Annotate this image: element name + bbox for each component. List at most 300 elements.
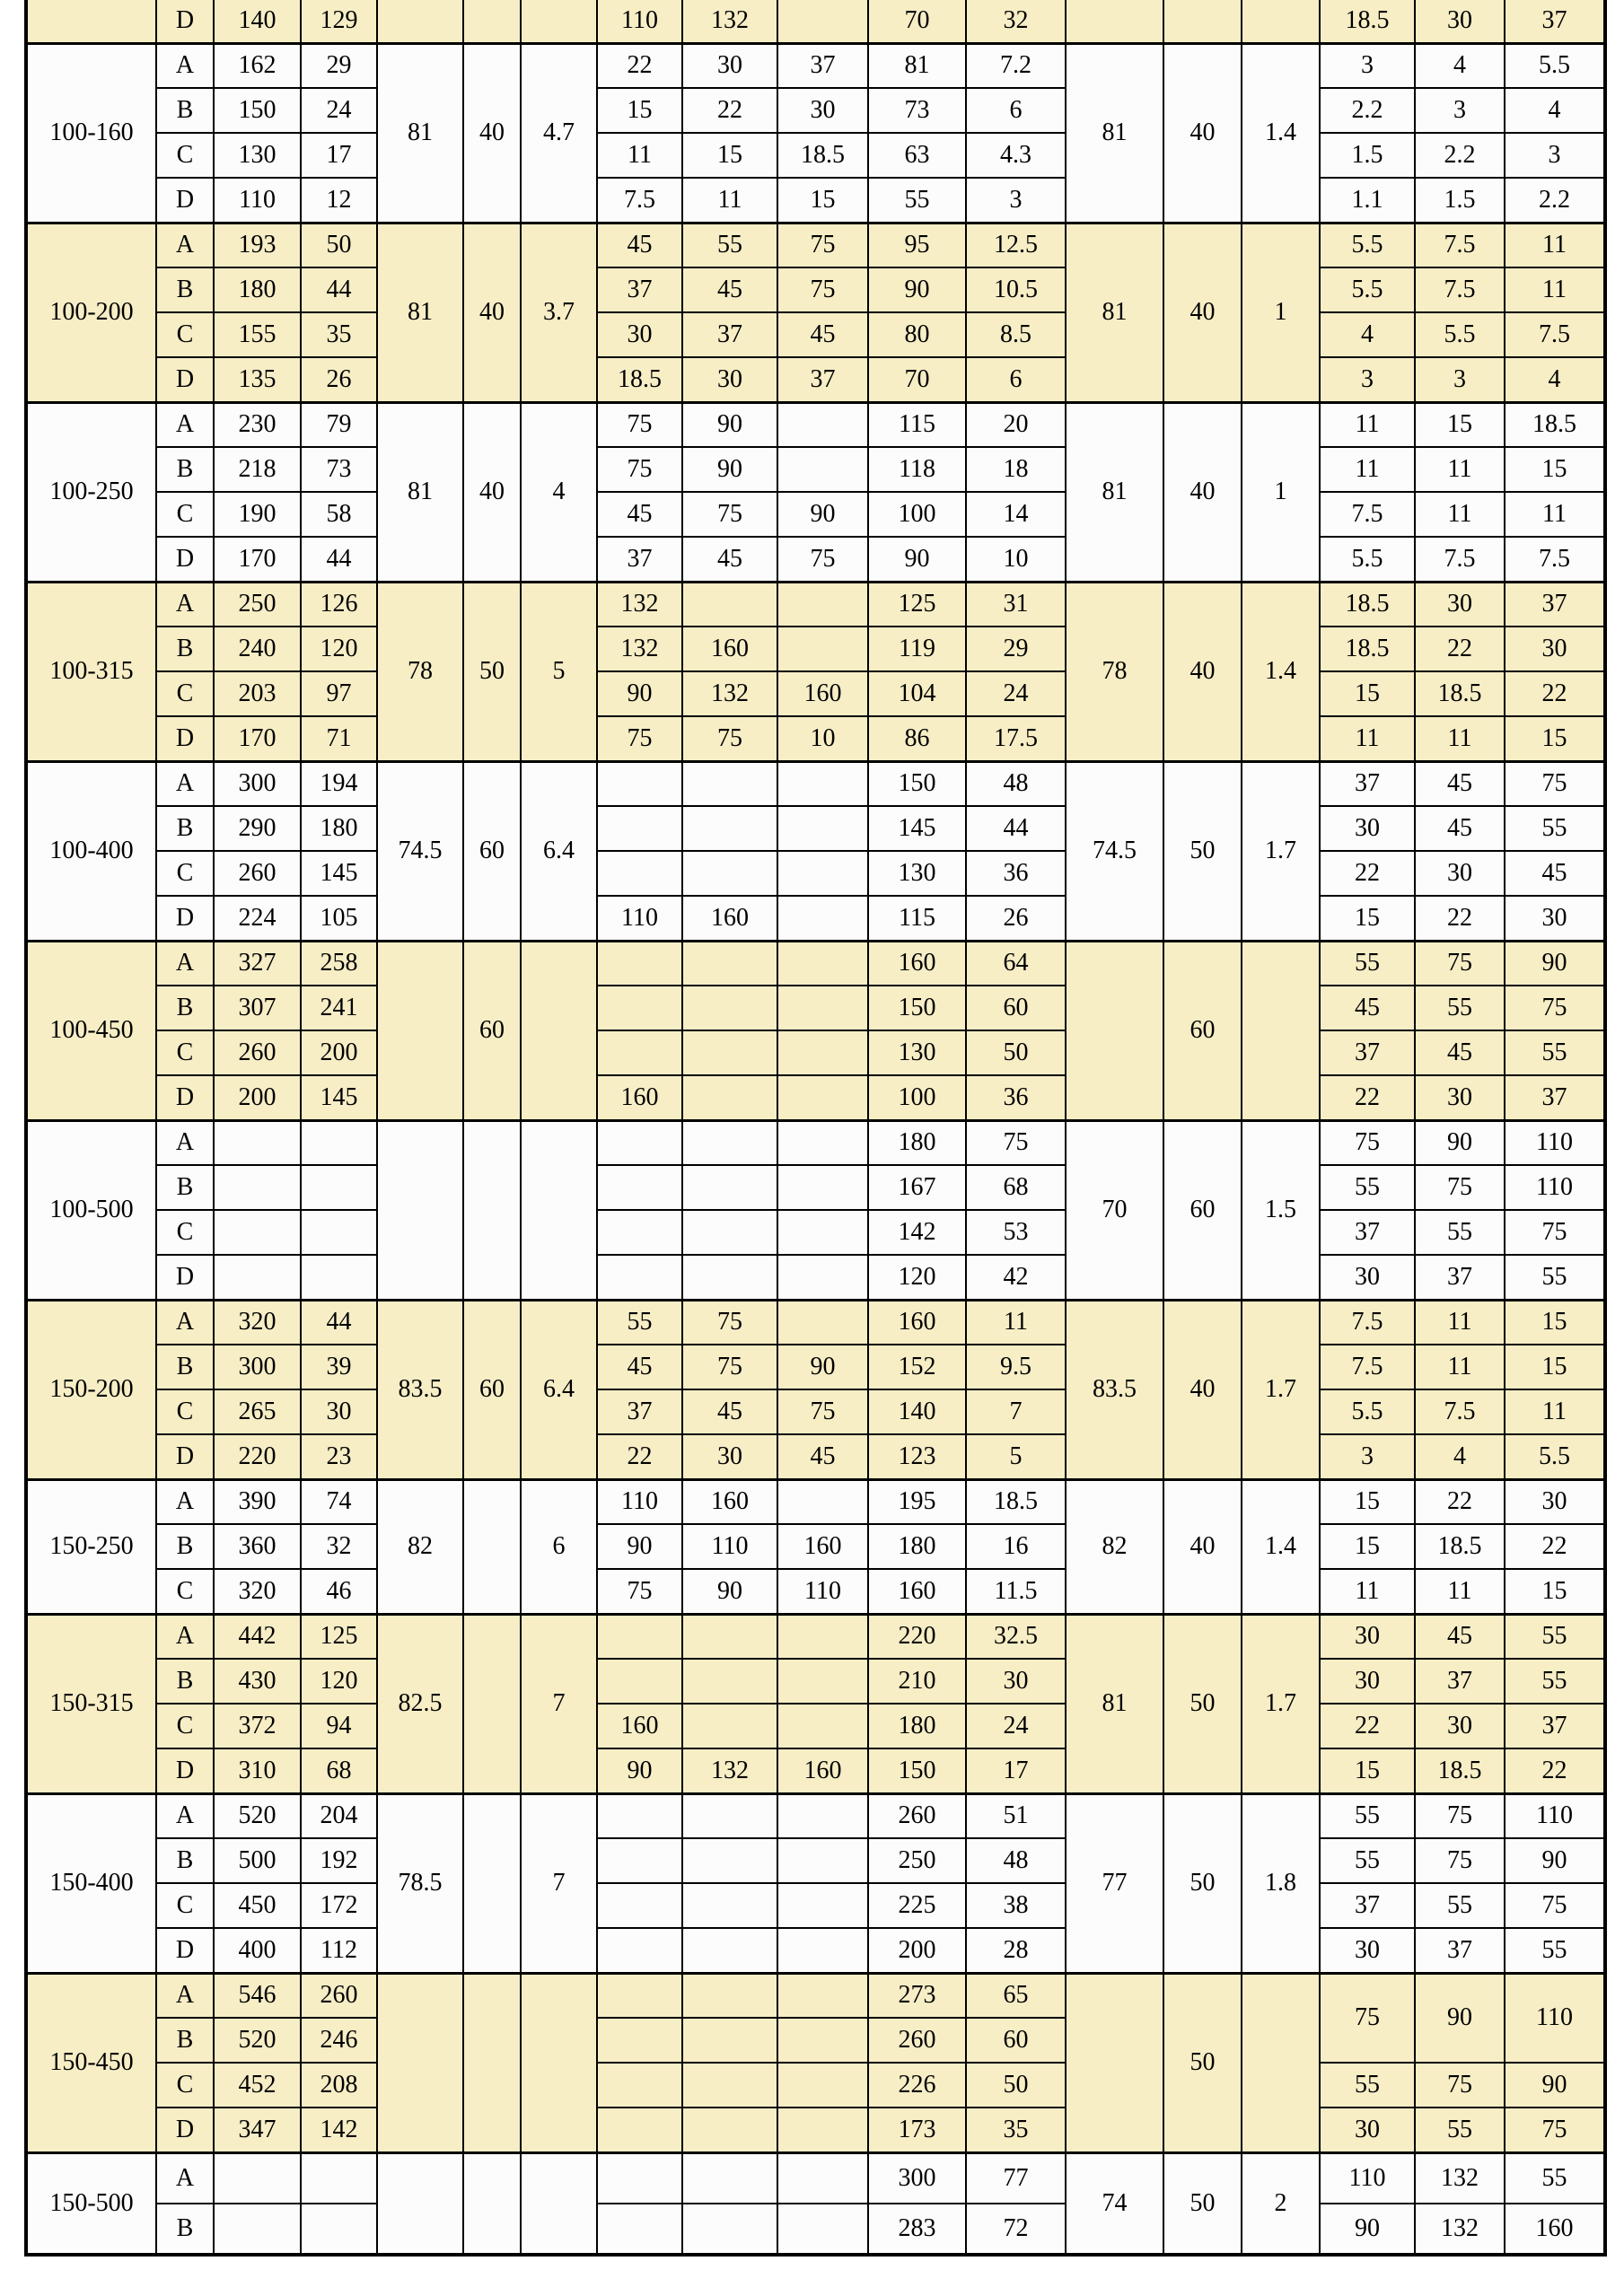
- value-cell: 15: [1505, 1345, 1605, 1389]
- value-cell: [682, 1255, 777, 1300]
- value-cell: 260: [214, 1030, 301, 1075]
- value-cell: 190: [214, 492, 301, 537]
- value-cell: 200: [214, 1075, 301, 1120]
- merged-value-cell: 40: [1163, 402, 1242, 582]
- value-cell: 68: [966, 1165, 1066, 1210]
- value-cell: 119: [868, 627, 966, 671]
- value-cell: 30: [1320, 1255, 1415, 1300]
- value-cell: 4: [1320, 312, 1415, 357]
- value-cell: 45: [682, 537, 777, 582]
- value-cell: 110: [597, 1479, 682, 1524]
- value-cell: 68: [301, 1748, 377, 1793]
- value-cell: 6: [966, 88, 1066, 133]
- value-cell: [301, 2204, 377, 2255]
- value-cell: 26: [966, 896, 1066, 941]
- letter-cell: C: [156, 133, 214, 178]
- letter-cell: C: [156, 851, 214, 896]
- value-cell: [682, 1075, 777, 1120]
- value-cell: 283: [868, 2204, 966, 2255]
- letter-cell: D: [156, 896, 214, 941]
- value-cell: 75: [1415, 1838, 1505, 1883]
- value-cell: 3: [1320, 357, 1415, 402]
- value-cell: 75: [1415, 941, 1505, 986]
- value-cell: 22: [1415, 896, 1505, 941]
- value-cell: [597, 1883, 682, 1928]
- table-body: [26, 0, 1605, 2255]
- letter-cell: D: [156, 1075, 214, 1120]
- value-cell: [777, 402, 868, 447]
- value-cell: 15: [1505, 1569, 1605, 1614]
- value-cell: 55: [868, 178, 966, 223]
- table-row: [26, 1748, 1605, 1793]
- value-cell: 65: [966, 1973, 1066, 2018]
- letter-cell: C: [156, 1704, 214, 1748]
- value-cell: 132: [1415, 2152, 1505, 2204]
- value-cell: 520: [214, 1793, 301, 1838]
- letter-cell: A: [156, 582, 214, 627]
- table-row: [26, 1614, 1605, 1659]
- value-cell: 372: [214, 1704, 301, 1748]
- value-cell: 112: [301, 1928, 377, 1973]
- value-cell: [301, 2152, 377, 2204]
- value-cell: [682, 1614, 777, 1659]
- value-cell: 90: [682, 1569, 777, 1614]
- value-cell: 18: [966, 447, 1066, 492]
- value-cell: 15: [1320, 1524, 1415, 1569]
- value-cell: [682, 582, 777, 627]
- value-cell: 150: [868, 761, 966, 806]
- table-row: [26, 88, 1605, 133]
- letter-cell: D: [156, 1434, 214, 1479]
- value-cell: [682, 806, 777, 851]
- merged-value-cell: [463, 1120, 521, 1300]
- merged-value-cell: [1066, 1973, 1163, 2152]
- value-cell: [214, 1255, 301, 1300]
- merged-value-cell: [463, 1614, 521, 1793]
- value-cell: 73: [301, 447, 377, 492]
- value-cell: 90: [777, 492, 868, 537]
- value-cell: 30: [1505, 627, 1605, 671]
- value-cell: 75: [1415, 1793, 1505, 1838]
- merged-value-cell: 7: [521, 1614, 597, 1793]
- value-cell: 45: [597, 1345, 682, 1389]
- value-cell: 110: [1320, 2152, 1415, 2204]
- value-cell: 73: [868, 88, 966, 133]
- value-cell: [597, 1793, 682, 1838]
- value-cell: 8.5: [966, 312, 1066, 357]
- value-cell: 200: [301, 1030, 377, 1075]
- value-cell: [777, 896, 868, 941]
- merged-value-cell: 1.4: [1242, 582, 1320, 761]
- merged-value-cell: [1242, 941, 1320, 1120]
- value-cell: 160: [682, 896, 777, 941]
- value-cell: 86: [868, 716, 966, 761]
- model-cell: 150-200: [26, 1300, 156, 1479]
- value-cell: [597, 1030, 682, 1075]
- value-cell: 30: [1320, 1928, 1415, 1973]
- table-row: [26, 851, 1605, 896]
- value-cell: [682, 1030, 777, 1075]
- value-cell: [597, 2108, 682, 2152]
- value-cell: 5.5: [1320, 223, 1415, 267]
- value-cell: 75: [1505, 1883, 1605, 1928]
- value-cell: 7.2: [966, 43, 1066, 88]
- merged-value-cell: 81: [1066, 223, 1163, 402]
- value-cell: 7.5: [1320, 492, 1415, 537]
- table-row: [26, 492, 1605, 537]
- model-cell: 150-500: [26, 2152, 156, 2255]
- value-cell: 7.5: [1415, 267, 1505, 312]
- value-cell: 180: [301, 806, 377, 851]
- value-cell: 265: [214, 1389, 301, 1434]
- value-cell: 18.5: [1415, 1524, 1505, 1569]
- letter-cell: C: [156, 1210, 214, 1255]
- value-cell: [777, 1479, 868, 1524]
- merged-value-cell: 1.4: [1242, 43, 1320, 223]
- merged-value-cell: 70: [1066, 1120, 1163, 1300]
- merged-value-cell: [463, 1479, 521, 1614]
- merged-value-cell: [377, 1120, 463, 1300]
- value-cell: [777, 1120, 868, 1165]
- value-cell: 110: [1505, 1165, 1605, 1210]
- value-cell: [682, 2108, 777, 2152]
- value-cell: 90: [682, 447, 777, 492]
- value-cell: 75: [1505, 986, 1605, 1030]
- value-cell: 55: [1505, 1928, 1605, 1973]
- merged-value-cell: 78.5: [377, 1793, 463, 1973]
- table-row: [26, 447, 1605, 492]
- value-cell: 28: [966, 1928, 1066, 1973]
- value-cell: 125: [301, 1614, 377, 1659]
- value-cell: 150: [868, 1748, 966, 1793]
- value-cell: [597, 1255, 682, 1300]
- value-cell: 120: [301, 1659, 377, 1704]
- value-cell: 100: [868, 492, 966, 537]
- value-cell: 30: [682, 43, 777, 88]
- value-cell: 1.5: [1415, 178, 1505, 223]
- value-cell: 170: [214, 537, 301, 582]
- value-cell: 18.5: [1320, 582, 1415, 627]
- value-cell: 3: [1320, 1434, 1415, 1479]
- merged-value-cell: 60: [463, 761, 521, 941]
- value-cell: 145: [301, 1075, 377, 1120]
- value-cell: 72: [966, 2204, 1066, 2255]
- value-cell: 95: [868, 223, 966, 267]
- value-cell: 37: [597, 267, 682, 312]
- value-cell: 120: [301, 627, 377, 671]
- value-cell: 15: [777, 178, 868, 223]
- value-cell: 22: [1320, 851, 1415, 896]
- value-cell: [597, 1928, 682, 1973]
- merged-value-cell: 1.7: [1242, 1614, 1320, 1793]
- merged-value-cell: 50: [463, 582, 521, 761]
- letter-cell: D: [156, 1748, 214, 1793]
- value-cell: 80: [868, 312, 966, 357]
- value-cell: [777, 1300, 868, 1345]
- table-row: [26, 178, 1605, 223]
- letter-cell: A: [156, 402, 214, 447]
- merged-value-cell: [377, 2152, 463, 2255]
- merged-value-cell: [377, 0, 463, 43]
- merged-value-cell: 82.5: [377, 1614, 463, 1793]
- table-row: [26, 267, 1605, 312]
- value-cell: 45: [597, 223, 682, 267]
- value-cell: 11: [1415, 716, 1505, 761]
- letter-cell: D: [156, 0, 214, 43]
- value-cell: 11: [597, 133, 682, 178]
- value-cell: 145: [301, 851, 377, 896]
- value-cell: 22: [1505, 1524, 1605, 1569]
- value-cell: 32: [301, 1524, 377, 1569]
- letter-cell: B: [156, 1345, 214, 1389]
- value-cell: 273: [868, 1973, 966, 2018]
- merged-value-cell: 40: [1163, 1479, 1242, 1614]
- value-cell: [777, 806, 868, 851]
- value-cell: 226: [868, 2063, 966, 2108]
- value-cell: [597, 2063, 682, 2108]
- value-cell: 22: [1415, 627, 1505, 671]
- value-cell: 17.5: [966, 716, 1066, 761]
- value-cell: 39: [301, 1345, 377, 1389]
- value-cell: 130: [214, 133, 301, 178]
- value-cell: 55: [1320, 2063, 1415, 2108]
- merged-value-cell: [377, 1973, 463, 2152]
- merged-value-cell: 81: [1066, 402, 1163, 582]
- value-cell: [597, 761, 682, 806]
- value-cell: 260: [868, 2018, 966, 2063]
- model-cell: 100-500: [26, 1120, 156, 1300]
- value-cell: 11: [1320, 447, 1415, 492]
- value-cell: 110: [214, 178, 301, 223]
- merged-value-cell: 81: [377, 223, 463, 402]
- value-cell: 7.5: [1415, 223, 1505, 267]
- table-row: [26, 1075, 1605, 1120]
- value-cell: 160: [682, 1479, 777, 1524]
- value-cell: 11: [1320, 716, 1415, 761]
- value-cell: 37: [1505, 1075, 1605, 1120]
- value-cell: [777, 2063, 868, 2108]
- value-cell: [777, 851, 868, 896]
- value-cell: 22: [1505, 671, 1605, 716]
- value-cell: 4: [1415, 43, 1505, 88]
- merged-value-cell: 7: [521, 1793, 597, 1973]
- merged-value-cell: [521, 1973, 597, 2152]
- merged-value-cell: 78: [1066, 582, 1163, 761]
- value-cell: 12: [301, 178, 377, 223]
- value-cell: 75: [597, 1569, 682, 1614]
- value-cell: [682, 1973, 777, 2018]
- merged-value-cell: [1066, 0, 1163, 43]
- letter-cell: B: [156, 1165, 214, 1210]
- value-cell: 37: [1320, 1210, 1415, 1255]
- value-cell: 55: [1505, 2152, 1605, 2204]
- value-cell: 250: [868, 1838, 966, 1883]
- value-cell: [682, 1210, 777, 1255]
- value-cell: 90: [682, 402, 777, 447]
- letter-cell: A: [156, 43, 214, 88]
- value-cell: 37: [597, 1389, 682, 1434]
- value-cell: 5.5: [1320, 267, 1415, 312]
- value-cell: 15: [1505, 716, 1605, 761]
- value-cell: 7.5: [1415, 537, 1505, 582]
- value-cell: 37: [777, 357, 868, 402]
- value-cell: 204: [301, 1793, 377, 1838]
- value-cell: 44: [301, 267, 377, 312]
- value-cell: [301, 1255, 377, 1300]
- value-cell: 173: [868, 2108, 966, 2152]
- table-row: [26, 761, 1605, 806]
- merged-value-cell: [1163, 0, 1242, 43]
- value-cell: 11: [1505, 492, 1605, 537]
- merged-value-cell: 6.4: [521, 761, 597, 941]
- letter-cell: C: [156, 492, 214, 537]
- model-cell: 100-315: [26, 582, 156, 761]
- merged-value-cell: 1.7: [1242, 1300, 1320, 1479]
- merged-value-cell: 74.5: [377, 761, 463, 941]
- letter-cell: C: [156, 1569, 214, 1614]
- letter-cell: C: [156, 2063, 214, 2108]
- value-cell: 400: [214, 1928, 301, 1973]
- value-cell: [597, 2204, 682, 2255]
- value-cell: 5.5: [1320, 1389, 1415, 1434]
- table-row: [26, 986, 1605, 1030]
- value-cell: 3: [1505, 133, 1605, 178]
- value-cell: 30: [1415, 1075, 1505, 1120]
- value-cell: [777, 2108, 868, 2152]
- value-cell: 5.5: [1415, 312, 1505, 357]
- merged-value-cell: [463, 0, 521, 43]
- value-cell: 70: [868, 0, 966, 43]
- value-cell: 1.1: [1320, 178, 1415, 223]
- model-cell: 100-160: [26, 43, 156, 223]
- model-cell: 100-450: [26, 941, 156, 1120]
- value-cell: 360: [214, 1524, 301, 1569]
- table-row: [26, 1659, 1605, 1704]
- merged-value-cell: [1066, 941, 1163, 1120]
- value-cell: 105: [301, 896, 377, 941]
- merged-value-cell: 1.8: [1242, 1793, 1320, 1973]
- value-cell: 120: [868, 1255, 966, 1300]
- value-cell: 195: [868, 1479, 966, 1524]
- merged-value-cell: 82: [1066, 1479, 1163, 1614]
- value-cell: 31: [966, 582, 1066, 627]
- value-cell: 300: [214, 1345, 301, 1389]
- value-cell: [597, 1973, 682, 2018]
- value-cell: 75: [777, 537, 868, 582]
- table-row: [26, 1883, 1605, 1928]
- value-cell: 240: [214, 627, 301, 671]
- model-cell: 100-400: [26, 761, 156, 941]
- table-row: [26, 1973, 1605, 2018]
- letter-cell: D: [156, 1255, 214, 1300]
- table-row: [26, 0, 1605, 43]
- value-cell: 230: [214, 402, 301, 447]
- value-cell: 24: [966, 671, 1066, 716]
- value-cell: 75: [1505, 2108, 1605, 2152]
- letter-cell: C: [156, 671, 214, 716]
- value-cell: 7: [966, 1389, 1066, 1434]
- value-cell: 2.2: [1415, 133, 1505, 178]
- merged-value-cell: 40: [1163, 1300, 1242, 1479]
- table-row: [26, 1838, 1605, 1883]
- table-row: [26, 2152, 1605, 2204]
- value-cell: 347: [214, 2108, 301, 2152]
- merged-value-cell: 3.7: [521, 223, 597, 402]
- value-cell: 430: [214, 1659, 301, 1704]
- value-cell: 26: [301, 357, 377, 402]
- value-cell: 170: [214, 716, 301, 761]
- value-cell: 22: [597, 43, 682, 88]
- letter-cell: B: [156, 627, 214, 671]
- value-cell: 75: [682, 1300, 777, 1345]
- value-cell: 55: [682, 223, 777, 267]
- value-cell: 63: [868, 133, 966, 178]
- value-cell: [597, 1614, 682, 1659]
- value-cell: 11: [966, 1300, 1066, 1345]
- value-cell: 3: [1320, 43, 1415, 88]
- merged-value-cell: 1: [1242, 223, 1320, 402]
- value-cell: 24: [301, 88, 377, 133]
- merged-value-cell: 40: [463, 223, 521, 402]
- value-cell: 37: [1505, 0, 1605, 43]
- merged-value-cell: 6: [521, 1479, 597, 1614]
- letter-cell: A: [156, 761, 214, 806]
- value-cell: 224: [214, 896, 301, 941]
- value-cell: [682, 2063, 777, 2108]
- letter-cell: B: [156, 2018, 214, 2063]
- value-cell: 51: [966, 1793, 1066, 1838]
- value-cell: 442: [214, 1614, 301, 1659]
- value-cell: 30: [1320, 806, 1415, 851]
- value-cell: 55: [1415, 1883, 1505, 1928]
- table-row: [26, 357, 1605, 402]
- value-cell: 3: [1415, 357, 1505, 402]
- value-cell: 55: [1505, 1614, 1605, 1659]
- value-cell: 45: [682, 1389, 777, 1434]
- value-cell: [597, 1838, 682, 1883]
- value-cell: 18.5: [966, 1479, 1066, 1524]
- table-row: [26, 896, 1605, 941]
- merged-value-cell: [463, 2152, 521, 2255]
- value-cell: 18.5: [777, 133, 868, 178]
- value-cell: 45: [1505, 851, 1605, 896]
- value-cell: 17: [301, 133, 377, 178]
- merged-value-cell: 4: [521, 402, 597, 582]
- letter-cell: B: [156, 1524, 214, 1569]
- value-cell: 15: [1505, 1300, 1605, 1345]
- value-cell: 307: [214, 986, 301, 1030]
- value-cell: [682, 2152, 777, 2204]
- table-row: [26, 671, 1605, 716]
- letter-cell: D: [156, 357, 214, 402]
- value-cell: 30: [1320, 2108, 1415, 2152]
- value-cell: 12.5: [966, 223, 1066, 267]
- value-cell: 260: [868, 1793, 966, 1838]
- value-cell: 210: [868, 1659, 966, 1704]
- value-cell: 125: [868, 582, 966, 627]
- value-cell: 142: [301, 2108, 377, 2152]
- merged-value-cell: 50: [1163, 1614, 1242, 1793]
- value-cell: 546: [214, 1973, 301, 2018]
- value-cell: 7.5: [1320, 1300, 1415, 1345]
- table-row: [26, 582, 1605, 627]
- value-cell: 30: [1415, 851, 1505, 896]
- value-cell: [214, 2204, 301, 2255]
- value-cell: 300: [214, 761, 301, 806]
- value-cell: 11: [1320, 402, 1415, 447]
- value-cell: 35: [966, 2108, 1066, 2152]
- value-cell: 90: [1505, 1838, 1605, 1883]
